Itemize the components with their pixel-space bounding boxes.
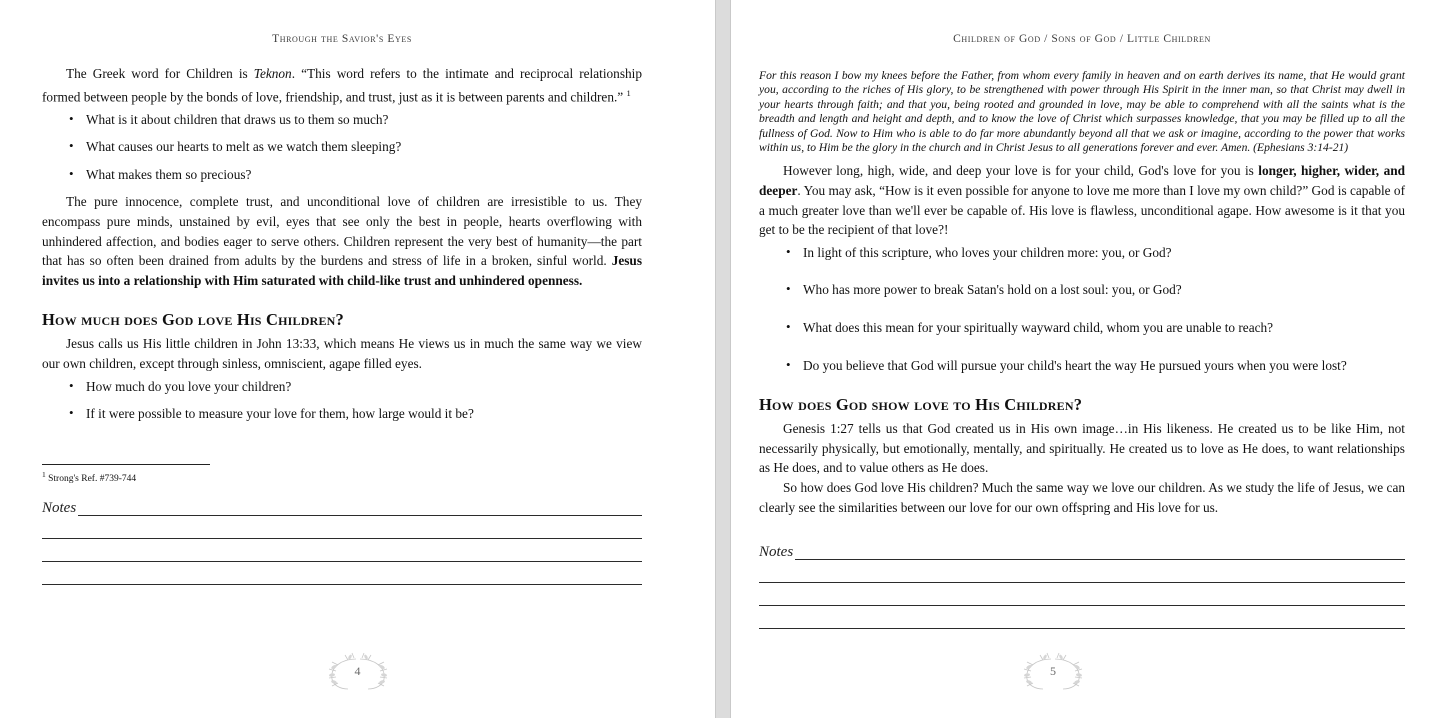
list-item: • In light of this scripture, who loves your children more: you, or God? xyxy=(803,243,1405,263)
notes-line[interactable] xyxy=(759,606,1405,629)
question-list-1 xyxy=(42,110,642,185)
list-item: • Do you believe that God will pursue your child's heart the way He pursued yours when you were lost? xyxy=(803,356,1405,376)
list-item: • What does this mean for your spiritually wayward child, whom you are unable to reach? xyxy=(803,318,1405,338)
section-heading-love: How much does God love His Children? xyxy=(42,310,344,330)
notes-line[interactable] xyxy=(42,516,642,539)
innocence-text: The pure innocence, complete trust, and unconditional love of children are irresistible to us. They encompass pure minds, unstained by evil, eyes that see only the best in people, hearts overflowing with unhindered affection, and bodies eager to serve others. Children represent the very best of humanity—the part that has so often been drained from adults by the burdens and stress of life in a broken, sinful world. xyxy=(42,194,642,269)
teknon-italic: Teknon xyxy=(253,66,292,81)
page-number-left: 4 xyxy=(354,664,361,678)
notes-line[interactable] xyxy=(759,560,1405,583)
footnote-marker: 1 xyxy=(626,87,631,98)
section-heading-show-love: How does God show love to His Children? xyxy=(759,395,1083,415)
footnote-text: Strong's Ref. #739-744 xyxy=(48,473,137,484)
running-head-left: Through the Savior's Eyes xyxy=(272,33,412,45)
list-item: • If it were possible to measure your love for them, how large would it be? xyxy=(86,404,642,424)
page-right-content xyxy=(759,0,1405,718)
paragraph-innocence xyxy=(42,192,642,290)
page-right xyxy=(730,0,1445,718)
gods-love-bold: longer, higher, wider, and deeper xyxy=(759,163,1406,199)
paragraph-john: Jesus calls us His little children in John 13:33, which means He views us in much the same way we view our own children, except through sinless, omniscient, agape filled eyes. xyxy=(42,336,642,371)
wreath-ornament-icon xyxy=(1013,651,1093,695)
list-item: • Who has more power to break Satan's hold on a lost soul: you, or God? xyxy=(803,280,1405,300)
folio-left xyxy=(0,651,715,700)
notes-line[interactable] xyxy=(42,562,642,585)
notes-block-right xyxy=(759,545,1405,629)
question-list-2 xyxy=(42,377,642,424)
list-item: • What makes them so precious? xyxy=(86,165,642,185)
notes-line[interactable] xyxy=(795,547,1405,560)
notes-line[interactable] xyxy=(78,503,642,516)
paragraph-how-god-loves: So how does God love His children? Much the same way we love our children. As we study the life of Jesus, we can clearly see the similarities between our love for our own offspring and His love for us. xyxy=(759,479,1405,515)
footnote-left xyxy=(42,469,642,485)
notes-first-row xyxy=(759,545,1405,560)
list-item: • How much do you love your children? xyxy=(86,377,642,397)
gods-love-part1: However long, high, wide, and deep your love is for your child, God's love for you is xyxy=(783,163,1259,179)
page-left xyxy=(0,0,716,718)
question-list-right xyxy=(759,243,1405,375)
paragraph-genesis: Genesis 1:27 tells us that God created us in His own image…in His likeness. He created us to be like Him, not necessarily physically, but emotionally, mentally, and spiritually. He created us to love as He does, to want relationships as He does, and to value others as He does. xyxy=(759,421,1405,476)
notes-line[interactable] xyxy=(759,583,1405,606)
wreath-ornament-icon xyxy=(318,651,398,695)
paragraph-teknon xyxy=(42,64,642,107)
footnote-number: 1 xyxy=(42,469,46,479)
list-item: • What is it about children that draws us to them so much? xyxy=(86,110,642,130)
list-item: • What causes our hearts to melt as we watch them sleeping? xyxy=(86,137,642,157)
teknon-text-part2: . “This word refers to the intimate and reciprocal relationship formed between people by the bonds of love, friendship, and trust, just as it is between parents and children.” xyxy=(42,66,642,105)
notes-block-left xyxy=(42,501,642,585)
spread-gutter xyxy=(716,0,730,718)
paragraph-gods-love xyxy=(759,161,1405,239)
notes-label: Notes xyxy=(759,544,794,561)
gods-love-part2: . You may ask, “How is it even possible for anyone to love me more than I love my own child?” God is capable of a much greater love than we'll ever be capable of. His love is flawless, unconditional agape. How awesome is it that you get to be the recipient of that love?! xyxy=(759,183,1405,238)
innocence-bold: Jesus invites us into a relationship with Him saturated with child-like trust and unhindered openness. xyxy=(42,253,642,288)
running-head-right: Children of God / Sons of God / Little Children xyxy=(953,33,1211,45)
scripture-quote: For this reason I bow my knees before the Father, from whom every family in heaven and on earth derives its name, that He would grant you, according to the riches of His glory, to be strengthened with power through His Spirit in the inner man, so that Christ may dwell in your hearts through faith; and that you, being rooted and grounded in love, may be able to comprehend with all the saints what is the breadth and length and height and depth, and to know the love of Christ which surpasses knowledge, that you may be filled up to all the fullness of God. Now to Him who is able to do far more abundantly beyond all that we ask or imagine, according to the power that works within us, to Him be the glory in the church and in Christ Jesus to all generations forever and ever. Amen. (Ephesians 3:14-21) xyxy=(759,69,1405,155)
teknon-text-part1: The Greek word for Children is xyxy=(66,66,254,81)
folio-right xyxy=(730,651,1410,700)
page-left-content xyxy=(42,0,642,718)
notes-first-row xyxy=(42,501,642,516)
footnote-rule xyxy=(42,464,210,465)
page-number-right: 5 xyxy=(1050,664,1056,678)
notes-line[interactable] xyxy=(42,539,642,562)
notes-label: Notes xyxy=(42,499,77,516)
